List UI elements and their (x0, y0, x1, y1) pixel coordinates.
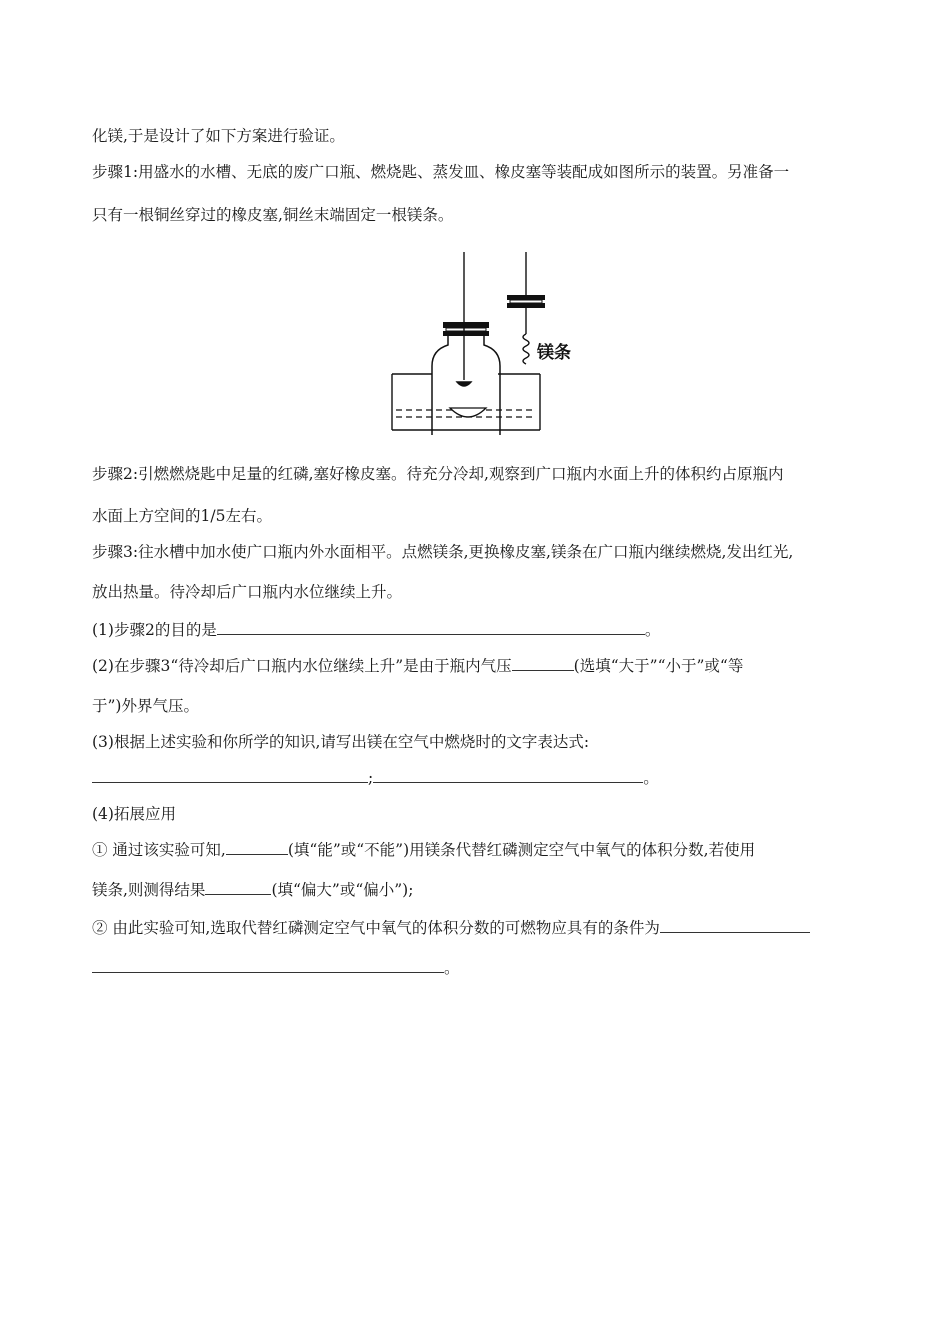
answer-blank-4c[interactable] (660, 918, 810, 933)
combustion-spoon (457, 252, 471, 386)
answer-blank-4b[interactable] (205, 880, 271, 895)
answer-blank-2[interactable] (512, 656, 574, 671)
step3-text-line1: 步骤3:往水槽中加水使广口瓶内外水面相平。点燃镁条,更换橡皮塞,镁条在广口瓶内继续燃烧,发出红光, (92, 543, 794, 561)
step2-text-line1: 步骤2:引燃燃烧匙中足量的红磷,塞好橡皮塞。待充分冷却,观察到广口瓶内水面上升的体积约占原瓶内 (92, 465, 784, 483)
bottle-stopper (443, 322, 489, 336)
question-4-2-end: 。 (444, 959, 460, 977)
question-4-1-suffix: (填“能”或“不能”)用镁条代替红磷测定空气中氧气的体积分数,若使用 (287, 841, 756, 859)
question-4-heading: (4)拓展应用 (92, 805, 176, 823)
answer-blank-4c-continued[interactable] (92, 958, 444, 973)
step2-text-line2: 水面上方空间的1/5左右。 (92, 507, 272, 525)
step1-text-line2: 只有一根铜丝穿过的橡皮塞,铜丝末端固定一根镁条。 (92, 206, 454, 224)
question-2-prefix: (2)在步骤3“待冷却后广口瓶内水位继续上升”是由于瓶内气压 (92, 657, 512, 675)
question-2-line2: 于”)外界气压。 (92, 697, 199, 715)
step3-text-line2: 放出热量。待冷却后广口瓶内水位继续上升。 (92, 583, 403, 601)
answer-blank-1[interactable] (217, 620, 645, 635)
question-4-2-text: ② 由此实验可知,选取代替红磷测定空气中氧气的体积分数的可燃物应具有的条件为 (92, 919, 660, 937)
question-1 (92, 620, 660, 640)
question-4-2 (92, 918, 810, 938)
answer-blank-4a[interactable] (226, 840, 288, 855)
question-1-prefix: (1)步骤2的目的是 (92, 621, 217, 639)
apparatus-diagram (390, 250, 571, 440)
question-3-separator: ; (368, 769, 374, 787)
question-4-1-prefix: ① 通过该实验可知, (92, 841, 226, 859)
question-1-suffix: 。 (644, 621, 661, 639)
question-3-end: 。 (643, 769, 659, 787)
question-4-1-line2 (92, 880, 413, 900)
question-2-suffix: (选填“大于”“小于”或“等 (573, 657, 744, 675)
question-2 (92, 656, 743, 676)
answer-blank-3b[interactable] (373, 768, 643, 783)
question-4-2-line2 (92, 958, 460, 978)
question-4-1b-suffix: (填“偏大”或“偏小”); (271, 881, 414, 899)
evaporating-dish (450, 408, 486, 417)
question-4-1b-prefix: 镁条,则测得结果 (92, 881, 206, 899)
intro-text: 化镁,于是设计了如下方案进行验证。 (92, 127, 345, 145)
answer-blank-3a[interactable] (92, 768, 368, 783)
question-3-answers (92, 768, 659, 788)
question-3: (3)根据上述实验和你所学的知识,请写出镁在空气中燃烧时的文字表达式: (92, 733, 590, 751)
question-4-1 (92, 840, 755, 860)
step1-text-line1: 步骤1:用盛水的水槽、无底的废广口瓶、燃烧匙、蒸发皿、橡皮塞等装配成如图所示的装置。另准备一 (92, 163, 790, 181)
magnesium-ribbon (523, 334, 529, 364)
magnesium-label: 镁条 (537, 343, 571, 363)
